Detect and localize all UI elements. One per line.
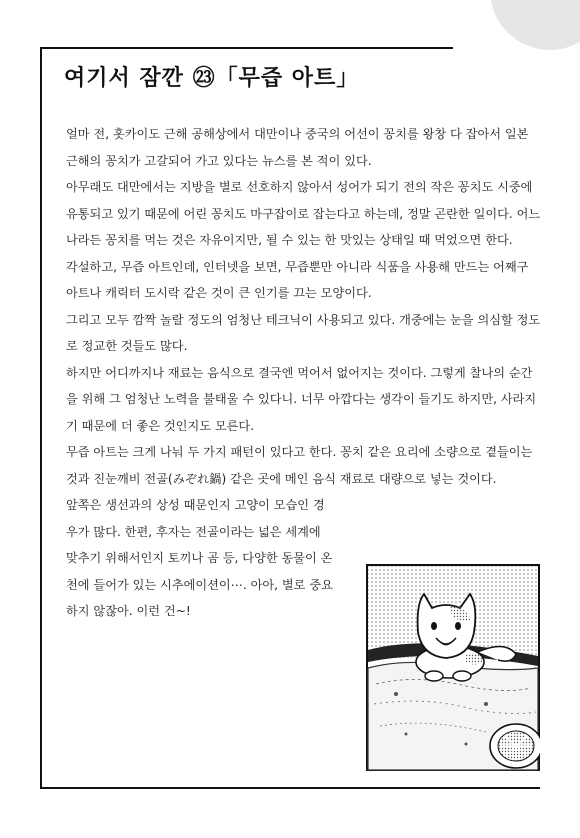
frame-top-border <box>40 47 453 49</box>
cat-illustration-svg <box>366 564 540 771</box>
paragraph: 얼마 전, 홋카이도 근해 공해상에서 대만이나 중국의 어선이 꽁치를 왕창 다 잡아서 일본 근해의 꽁치가 고갈되어 가고 있다는 뉴스를 본 적이 있다. <box>66 127 529 168</box>
frame-left-border <box>40 47 42 789</box>
paragraph: 그리고 모두 깜짝 놀랄 정도의 엄청난 테크닉이 사용되고 있다. 개중에는 눈을 의심할 정도로 정교한 것들도 많다. <box>66 312 541 353</box>
paragraph: 무즙 아트는 크게 나눠 두 가지 패턴이 있다고 한다. 꽁치 같은 요리에 소량으로 곁들이는 것과 진눈깨비 전골(みぞれ鍋) 같은 곳에 메인 음식 재료로 대량으로 넣는 것이다. <box>66 445 533 486</box>
paragraph: 각설하고, 무즙 아트인데, 인터넷을 보면, 무즙뿐만 아니라 식품을 사용해 만드는 어째구 아트나 캐릭터 도시락 같은 것이 큰 인기를 끄는 모양이다. <box>66 259 529 300</box>
page-title: 여기서 잠깐 ㉓「무즙 아트」 <box>64 66 360 91</box>
paragraph: 아무래도 대만에서는 지방을 별로 선호하지 않아서 성어가 되기 전의 작은 꽁치도 시중에 유통되고 있기 때문에 어린 꽁치도 마구잡이로 잡는다고 하는데, 정말 곤란한 일이다. 어느 나라든 꽁치를 먹는 것은 자유이지만, 될 수 있는 한 맛있는 상태일 때 먹었으면 한다. <box>66 180 541 247</box>
paragraph-wrapped: 앞쪽은 생선과의 상성 때문인지 고양이 모습인 경우가 많다. 한편, 후자는 전골이라는 넓은 세계에 맞추기 위해서인지 토끼나 곰 등, 다양한 동물이 온천에 들어가 있는 시추에이션이⋯. 아아, 별로 중요하지 않잖아. 이런 건~! <box>66 498 333 618</box>
grated-radish-cat-illustration <box>366 564 540 771</box>
corner-decoration <box>490 0 580 50</box>
paragraph: 하지만 어디까지나 재료는 음식으로 결국엔 먹어서 없어지는 것이다. 그렇게 찰나의 순간을 위해 그 엄청난 노력을 불태울 수 있다니. 너무 아깝다는 생각이 들기도 하지만, 사라지기 때문에 더 좋은 것인지도 모른다. <box>66 365 537 433</box>
frame-bottom-border <box>40 787 540 789</box>
article-body <box>66 121 544 625</box>
